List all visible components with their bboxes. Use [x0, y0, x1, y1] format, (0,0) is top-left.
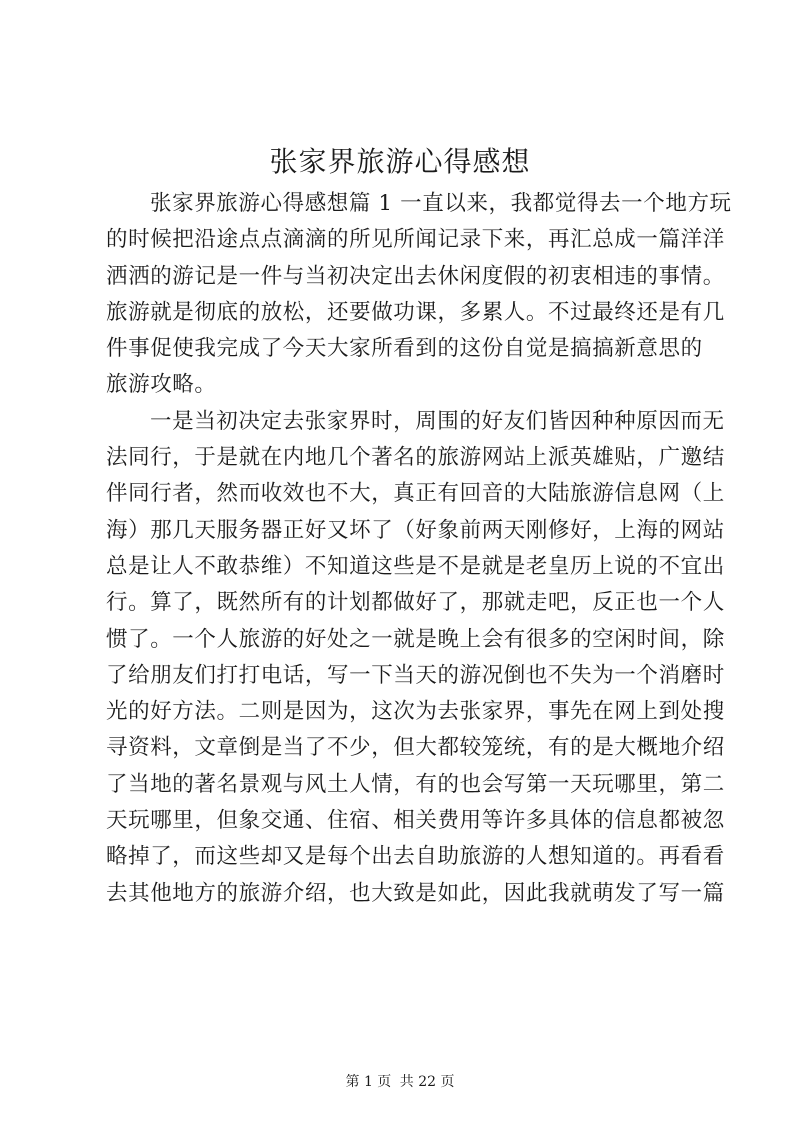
paragraph-line: 旅游就是彻底的放松，还要做功课，多累人。不过最终还是有几: [106, 299, 725, 325]
paragraph-line: 的时候把沿途点点滴滴的所见所闻记录下来，再汇总成一篇洋洋: [106, 227, 725, 253]
paragraph-line: 去其他地方的旅游介绍，也大致是如此，因此我就萌发了写一篇: [106, 880, 725, 906]
paragraph-2: [106, 404, 725, 912]
paragraph-line: 洒洒的游记是一件与当初决定出去休闲度假的初衷相违的事情。: [106, 263, 725, 289]
paragraph-line: 张家界旅游心得感想篇 1 一直以来，我都觉得去一个地方玩: [150, 191, 732, 216]
paragraph-line: 天玩哪里，但象交通、住宿、相关费用等许多具体的信息都被忽: [106, 808, 725, 834]
paragraph-line: 了当地的著名景观与风土人情，有的也会写第一天玩哪里，第二: [106, 771, 725, 797]
paragraph-line: 行。算了，既然所有的计划都做好了，那就走吧，反正也一个人: [106, 590, 725, 616]
paragraph-line: 一是当初决定去张家界时，周围的好友们皆因种种原因而无: [150, 408, 725, 434]
paragraph-line: 海）那几天服务器正好又坏了（好象前两天刚修好，上海的网站: [106, 517, 725, 543]
paragraph-line: 光的好方法。二则是因为，这次为去张家界，事先在网上到处搜: [106, 699, 725, 725]
document-title: 张家界旅游心得感想: [269, 145, 531, 178]
page-footer: [0, 1072, 800, 1092]
paragraph-line: 旅游攻略。: [106, 372, 217, 398]
paragraph-line: 略掉了，而这些却又是每个出去自助旅游的人想知道的。再看看: [106, 844, 725, 870]
paragraph-line: 法同行，于是就在内地几个著名的旅游网站上派英雄贴，广邀结: [106, 445, 725, 471]
paragraph-line: 总是让人不敢恭维）不知道这些是不是就是老皇历上说的不宜出: [106, 553, 725, 579]
paragraph-line: 件事促使我完成了今天大家所看到的这份自觉是搞搞新意思的: [106, 336, 703, 362]
paragraph-line: 伴同行者，然而收效也不大，真正有回音的大陆旅游信息网（上: [106, 481, 725, 507]
paragraph-line: 寻资料，文章倒是当了不少，但大都较笼统，有的是大概地介绍: [106, 735, 725, 761]
page-total: 共 22 页: [399, 1074, 455, 1090]
document-body: [106, 186, 732, 912]
page-number: 第 1 页: [345, 1074, 392, 1090]
paragraph-line: 惯了。一个人旅游的好处之一就是晚上会有很多的空闲时间，除: [106, 626, 725, 652]
paragraph-1: [106, 186, 732, 404]
paragraph-line: 了给朋友们打打电话，写一下当天的游况倒也不失为一个消磨时: [106, 662, 725, 688]
